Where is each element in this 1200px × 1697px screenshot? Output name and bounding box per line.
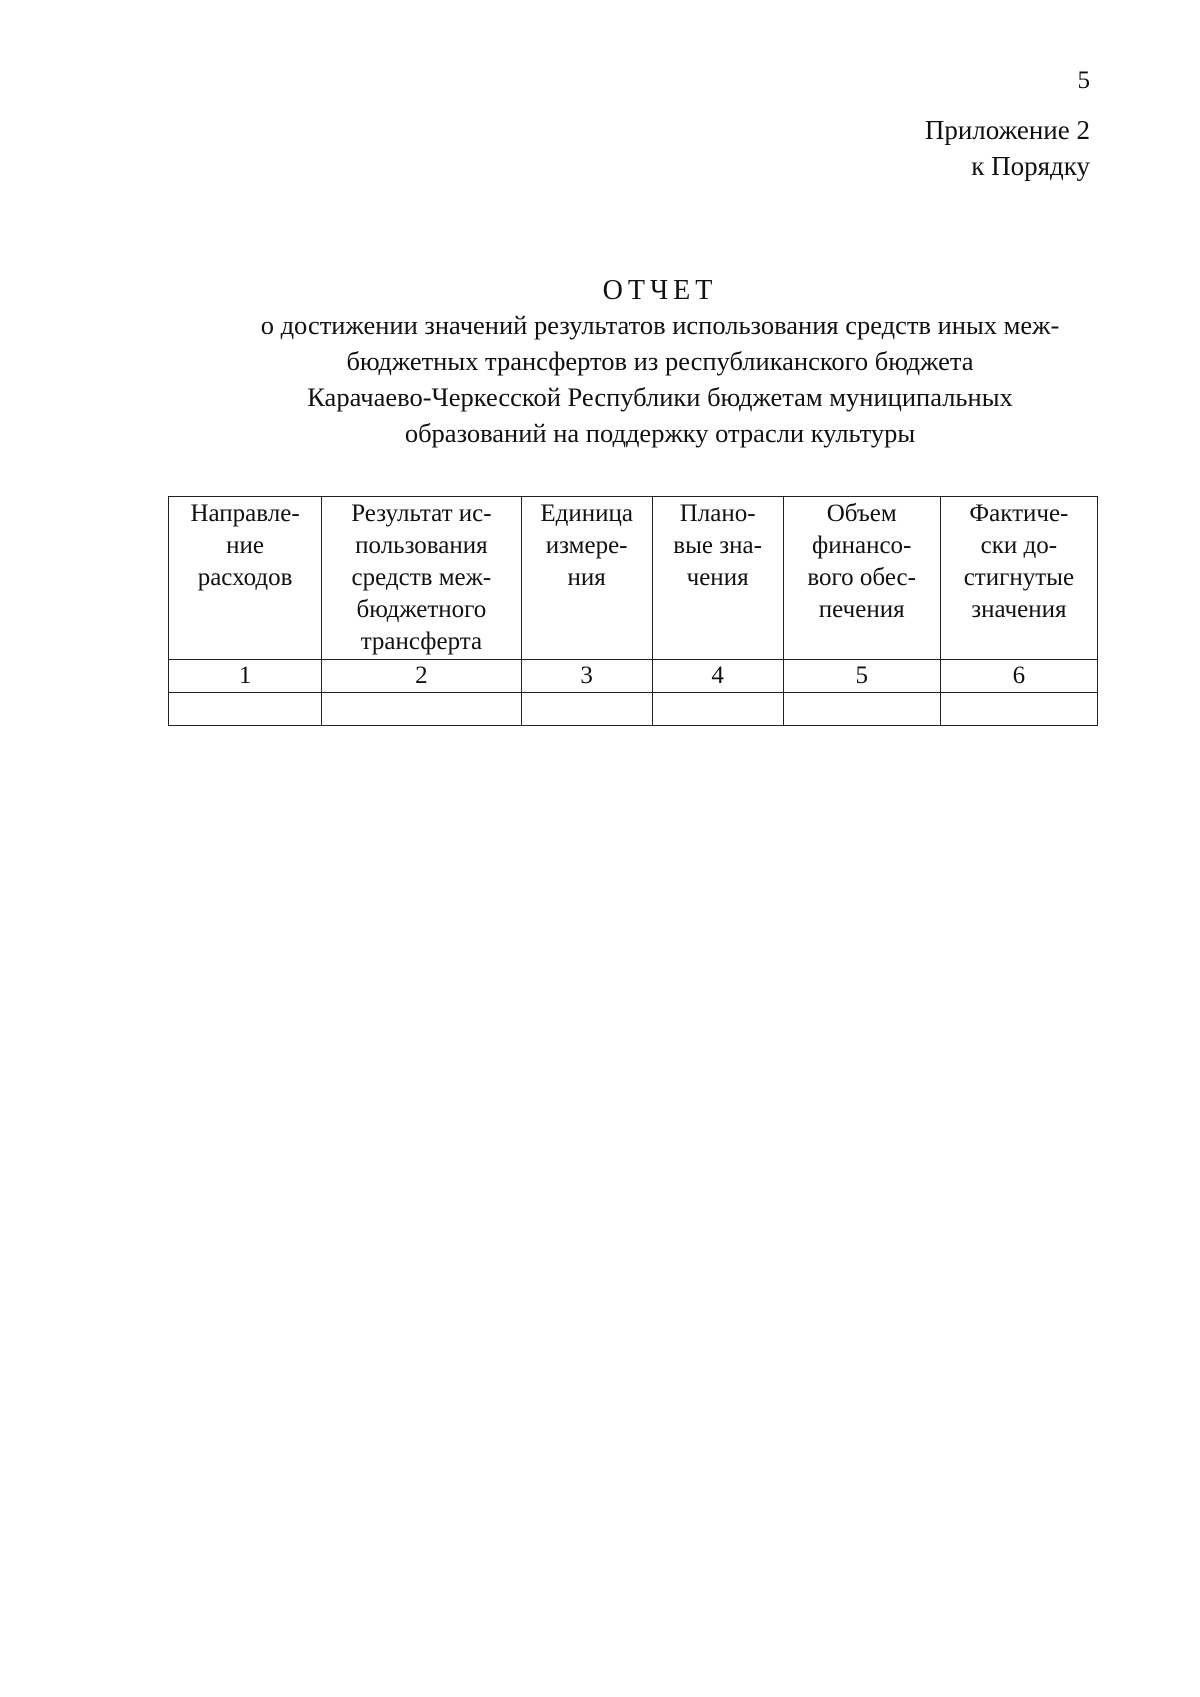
header-text-line: значения [971, 596, 1067, 623]
report-subtitle [180, 307, 1140, 451]
header-planned-values [652, 497, 783, 660]
header-text-line: вого обес- [807, 564, 916, 591]
header-text-line: пользования [355, 532, 488, 559]
column-number-cell: 4 [652, 660, 783, 693]
header-text-line: ски до- [980, 532, 1058, 559]
header-text-line: средств меж- [351, 564, 492, 591]
column-number-cell: 3 [521, 660, 652, 693]
subtitle-line-4: образований на поддержку отрасли культуры [404, 418, 916, 448]
empty-cell [322, 693, 522, 726]
header-text-line: печения [818, 596, 905, 623]
header-text-line: Плано- [679, 500, 756, 527]
header-text-line: ния [567, 564, 606, 591]
header-text-line: вые зна- [673, 532, 762, 559]
report-table [168, 496, 1098, 726]
page-number: 5 [1077, 67, 1090, 94]
appendix-label [760, 112, 1090, 184]
appendix-line-1: Приложение 2 [924, 115, 1090, 145]
header-transfer-result [322, 497, 522, 660]
subtitle-line-3: Карачаево-Черкесской Республики бюджетам муниципальных [307, 382, 1013, 412]
header-text-line: Единица [540, 500, 633, 527]
header-text-line: Направле- [190, 500, 300, 527]
header-text-line: бюджетного [356, 596, 487, 623]
column-number-row [169, 660, 1098, 693]
header-text-line: Результат ис- [351, 500, 492, 527]
empty-cell [783, 693, 940, 726]
header-unit [521, 497, 652, 660]
empty-cell [169, 693, 322, 726]
header-text-line: расходов [197, 564, 293, 591]
header-expense-direction [169, 497, 322, 660]
header-text-line: Фактиче- [969, 500, 1069, 527]
column-number-cell: 6 [940, 660, 1097, 693]
header-actual-values [940, 497, 1097, 660]
table-header-row [169, 497, 1098, 660]
appendix-line-2: к Порядку [971, 151, 1090, 181]
empty-data-row [169, 693, 1098, 726]
empty-cell [940, 693, 1097, 726]
header-funding-volume [783, 497, 940, 660]
subtitle-line-1: о достижении значений результатов использования средств иных меж- [260, 310, 1060, 340]
column-number-cell: 1 [169, 660, 322, 693]
header-text-line: финансо- [812, 532, 912, 559]
column-number-cell: 2 [322, 660, 522, 693]
header-text-line: чения [686, 564, 749, 591]
header-text-line: измере- [545, 532, 628, 559]
header-text-line: Объем [826, 500, 897, 527]
report-title: ОТЧЕТ [602, 275, 718, 306]
header-text-line: ние [226, 532, 264, 559]
header-text-line: трансферта [360, 628, 483, 655]
empty-cell [652, 693, 783, 726]
header-text-line: стигнутые [963, 564, 1075, 591]
subtitle-line-2: бюджетных трансфертов из республиканского бюджета [346, 346, 974, 376]
column-number-cell: 5 [783, 660, 940, 693]
empty-cell [521, 693, 652, 726]
